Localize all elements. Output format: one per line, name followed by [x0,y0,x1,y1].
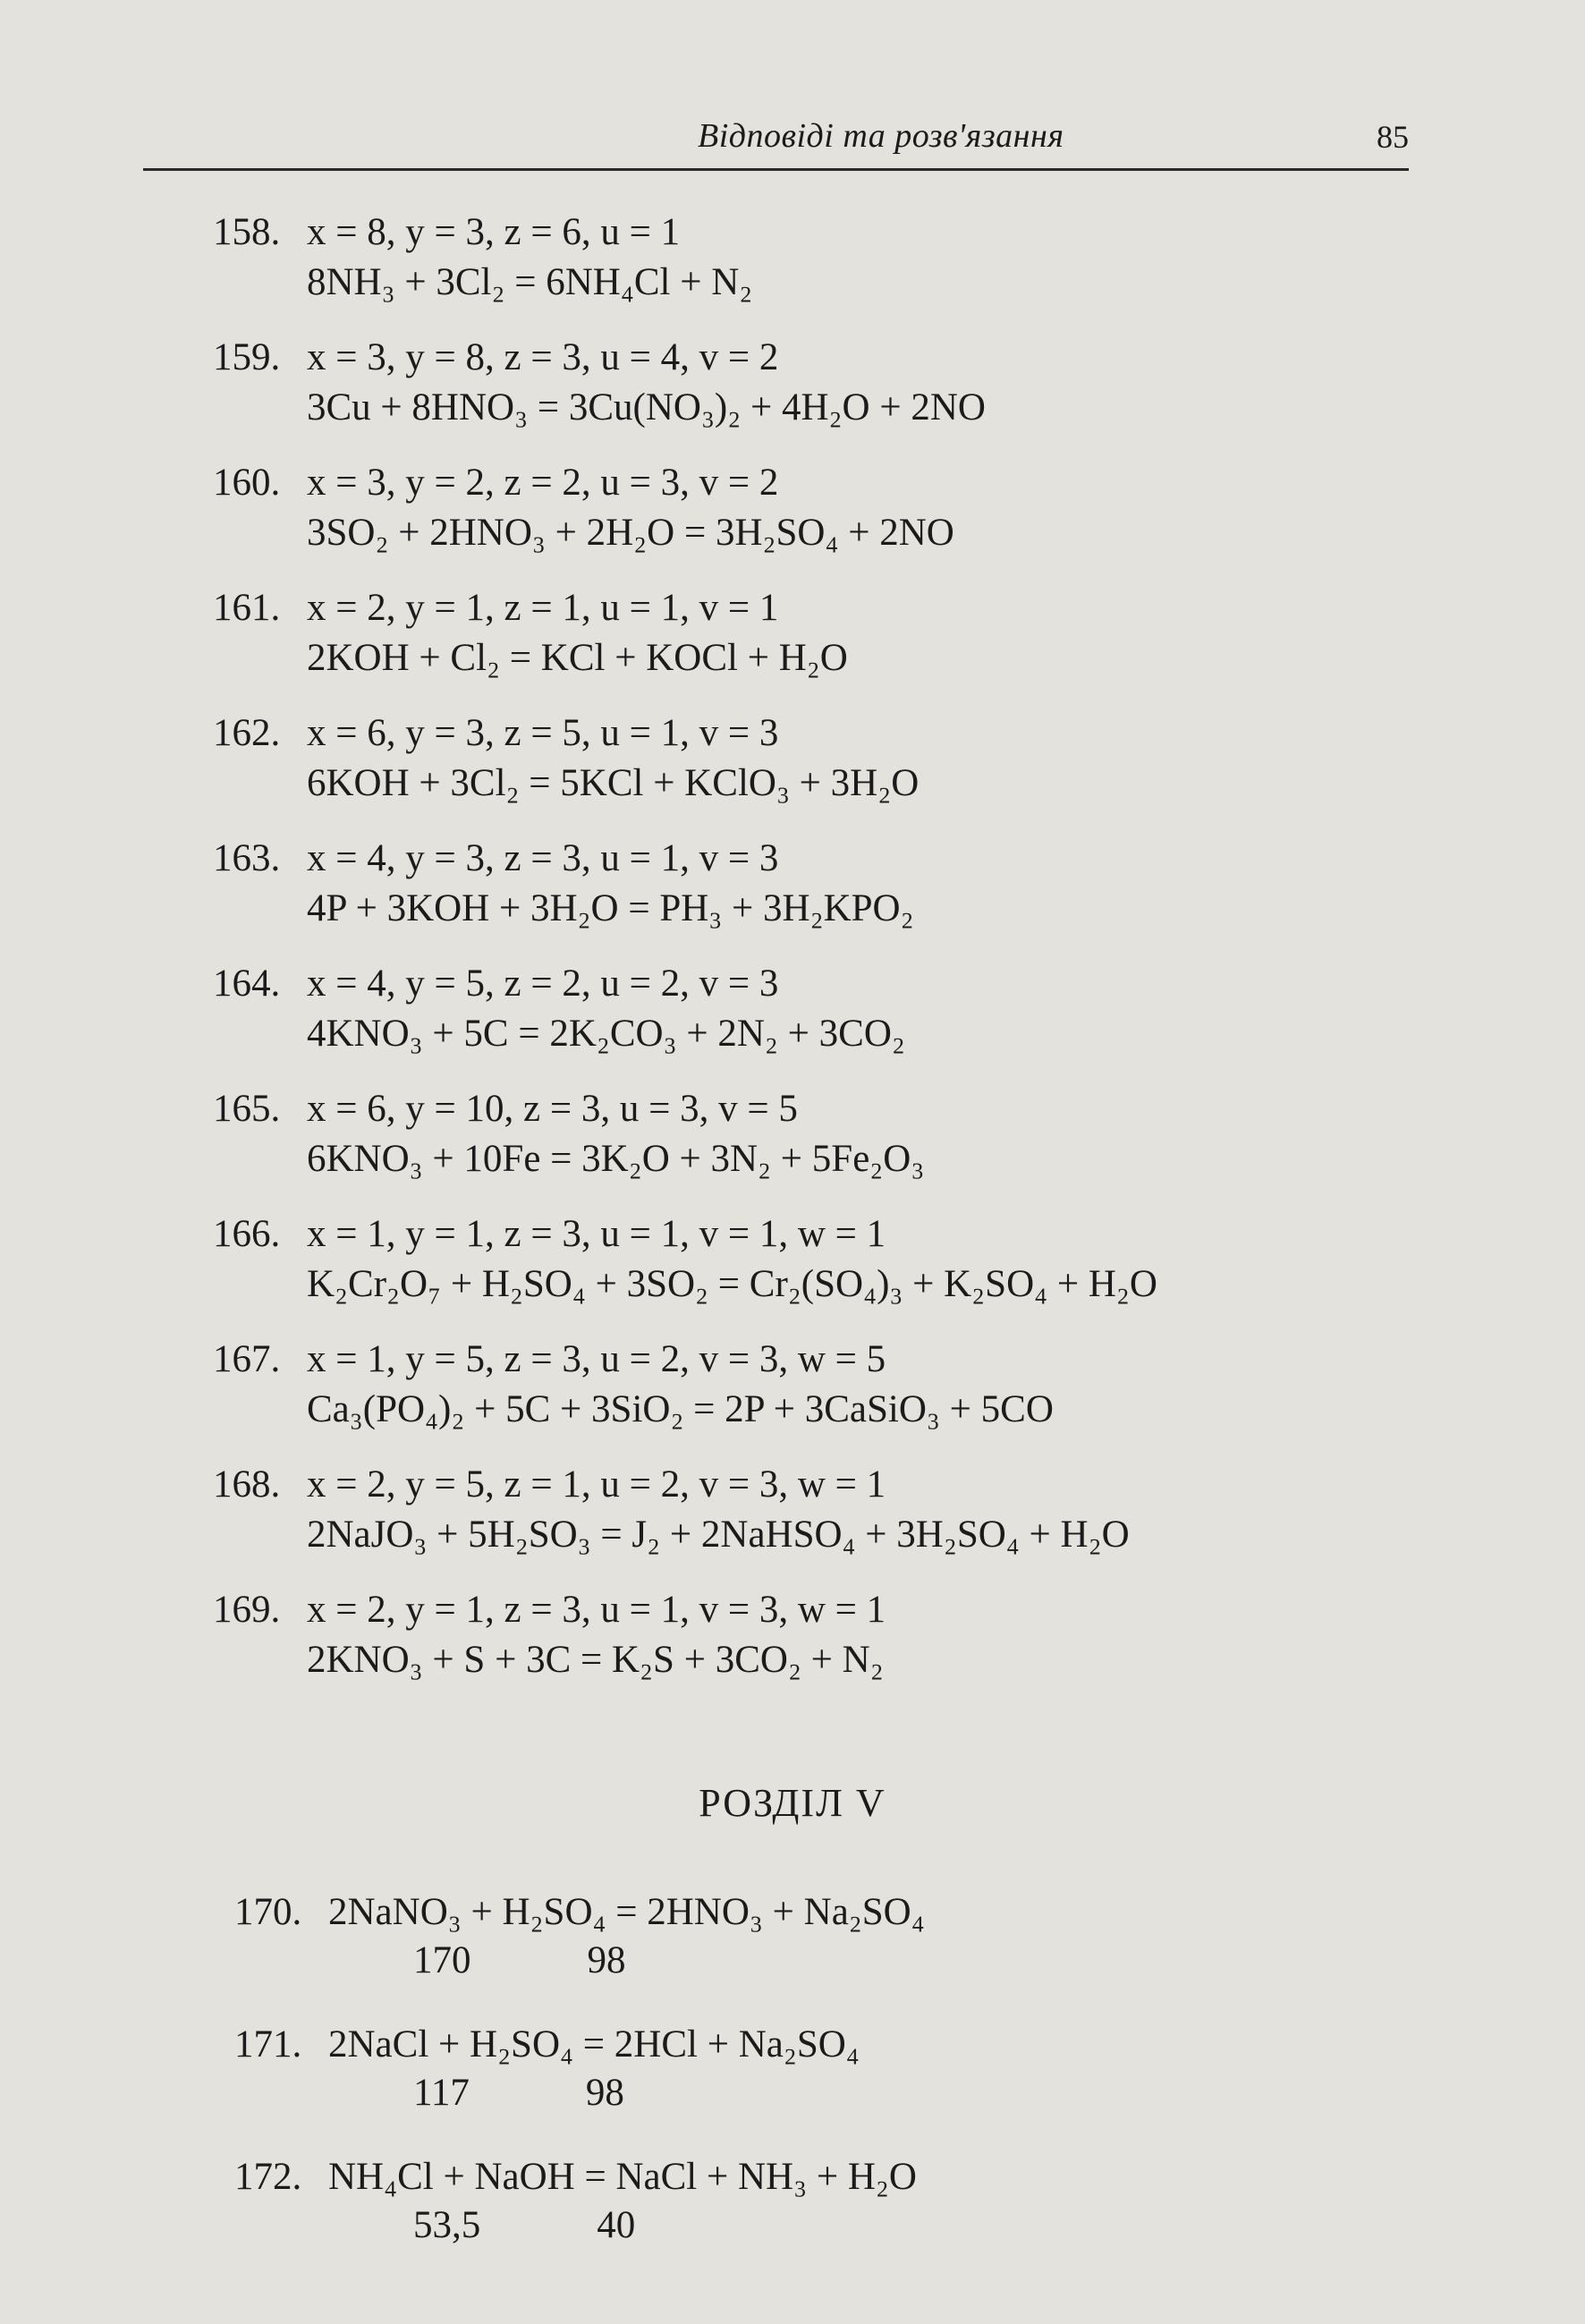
answer-coefficients-line [213,1084,1447,1134]
answer-item [234,2020,1469,2116]
answer-coefficients-line [213,1335,1447,1385]
running-title: Відповіді та розв'язання [698,117,1064,155]
answer-equation: 2KOH + Cl₂ = KCl + KOCl + H₂O [307,637,848,679]
answer-number: 172. [234,2156,302,2198]
answer-coefficients: x = 3, y = 8, z = 3, u = 4, v = 2 [307,336,779,378]
answer-coefficients: x = 1, y = 1, z = 3, u = 1, v = 1, w = 1 [307,1213,886,1255]
answer-number: 171. [234,2023,302,2065]
answers-list-section-5 [234,1887,1469,2285]
answer-equation: 2NaCl + H₂SO₄ = 2HCl + Na₂SO₄ [328,2023,860,2065]
molar-mass-1: 170 [413,1939,471,1981]
answer-item [213,1084,1447,1184]
answer-equation: K₂Cr₂O₇ + H₂SO₄ + 3SO₂ = Cr₂(SO₄)₃ + K₂SO₄ + H₂O [307,1263,1157,1305]
answer-number: 158. [213,211,281,253]
answer-coefficients: x = 4, y = 3, z = 3, u = 1, v = 3 [307,837,779,879]
answer-coefficients-line [213,458,1447,508]
answer-number: 164. [213,963,281,1005]
answer-coefficients-line [213,1460,1447,1510]
answer-item [213,583,1447,683]
molar-mass-2: 98 [585,2072,624,2114]
molar-masses [234,2070,1469,2116]
answer-coefficients: x = 4, y = 5, z = 2, u = 2, v = 3 [307,963,779,1005]
section-title: РОЗДІЛ V [699,1781,886,1825]
answer-coefficients-line [213,333,1447,383]
answer-coefficients: x = 2, y = 5, z = 1, u = 2, v = 3, w = 1 [307,1463,886,1506]
answer-equation: 3Cu + 8HNO₃ = 3Cu(NO₃)₂ + 4H₂O + 2NO [307,386,986,428]
answer-equation-line [234,2020,1469,2070]
answer-number: 169. [213,1589,281,1631]
molar-mass-1: 117 [413,2072,470,2114]
answer-coefficients-line [213,208,1447,258]
answer-equation: NH₄Cl + NaOH = NaCl + NH₃ + H₂O [328,2156,917,2198]
answer-number: 165. [213,1088,281,1130]
answer-coefficients: x = 6, y = 10, z = 3, u = 3, v = 5 [307,1088,798,1130]
answer-coefficients-line [213,1209,1447,1260]
answer-coefficients: x = 8, y = 3, z = 6, u = 1 [307,211,681,253]
answer-coefficients: x = 2, y = 1, z = 3, u = 1, v = 3, w = 1 [307,1589,886,1631]
answer-item [213,333,1447,433]
answer-equation: 4KNO₃ + 5C = 2K₂CO₃ + 2N₂ + 3CO₂ [307,1013,905,1055]
answer-number: 161. [213,587,281,629]
answer-item [234,2152,1469,2249]
answer-number: 167. [213,1338,281,1380]
answer-coefficients: x = 1, y = 5, z = 3, u = 2, v = 3, w = 5 [307,1338,886,1380]
answer-item [234,1887,1469,1984]
page-header [143,115,1409,171]
answer-number: 162. [213,712,281,754]
answer-number: 159. [213,336,281,378]
molar-mass-2: 40 [597,2204,636,2246]
answer-equation: 3SO₂ + 2HNO₃ + 2H₂O = 3H₂SO₄ + 2NO [307,512,954,554]
answers-list [213,208,1447,1710]
answer-number: 160. [213,462,281,504]
answer-item [213,959,1447,1059]
answer-coefficients: x = 2, y = 1, z = 1, u = 1, v = 1 [307,587,779,629]
answer-equation-line [234,1887,1469,1938]
answer-item [213,1585,1447,1685]
answer-item [213,208,1447,308]
answer-item [213,834,1447,934]
answer-coefficients: x = 6, y = 3, z = 5, u = 1, v = 3 [307,712,779,754]
answer-coefficients-line [213,959,1447,1009]
page-number: 85 [1377,119,1409,155]
answer-coefficients-line [213,708,1447,759]
answer-number: 168. [213,1463,281,1506]
molar-mass-1: 53,5 [413,2204,481,2246]
answer-equation: 6KNO₃ + 10Fe = 3K₂O + 3N₂ + 5Fe₂O₃ [307,1138,925,1180]
answer-equation: 2NaJO₃ + 5H₂SO₃ = J₂ + 2NaHSO₄ + 3H₂SO₄ + H₂O [307,1514,1130,1556]
answer-item [213,458,1447,558]
answer-item [213,1460,1447,1560]
answer-equation: 6KOH + 3Cl₂ = 5KCl + KClO₃ + 3H₂O [307,762,920,804]
answer-coefficients-line [213,583,1447,633]
molar-mass-2: 98 [587,1939,626,1981]
answer-equation: 2KNO₃ + S + 3C = K₂S + 3CO₂ + N₂ [307,1639,884,1681]
answer-number: 170. [234,1891,302,1933]
answer-coefficients-line [213,834,1447,884]
molar-masses [234,2202,1469,2249]
molar-masses [234,1938,1469,1984]
answer-equation: 4P + 3KOH + 3H₂O = PH₃ + 3H₂KPO₂ [307,887,914,929]
answer-coefficients-line [213,1585,1447,1635]
answer-number: 163. [213,837,281,879]
answer-number: 166. [213,1213,281,1255]
answer-equation: 2NaNO₃ + H₂SO₄ = 2HNO₃ + Na₂SO₄ [328,1891,925,1933]
answer-equation: 8NH₃ + 3Cl₂ = 6NH₄Cl + N₂ [307,261,753,303]
answer-coefficients: x = 3, y = 2, z = 2, u = 3, v = 2 [307,462,779,504]
answer-equation: Ca₃(PO₄)₂ + 5C + 3SiO₂ = 2P + 3CaSiO₃ + 5CO [307,1388,1054,1430]
answer-item [213,1335,1447,1435]
answer-equation-line [234,2152,1469,2202]
answer-item [213,708,1447,809]
answer-item [213,1209,1447,1310]
